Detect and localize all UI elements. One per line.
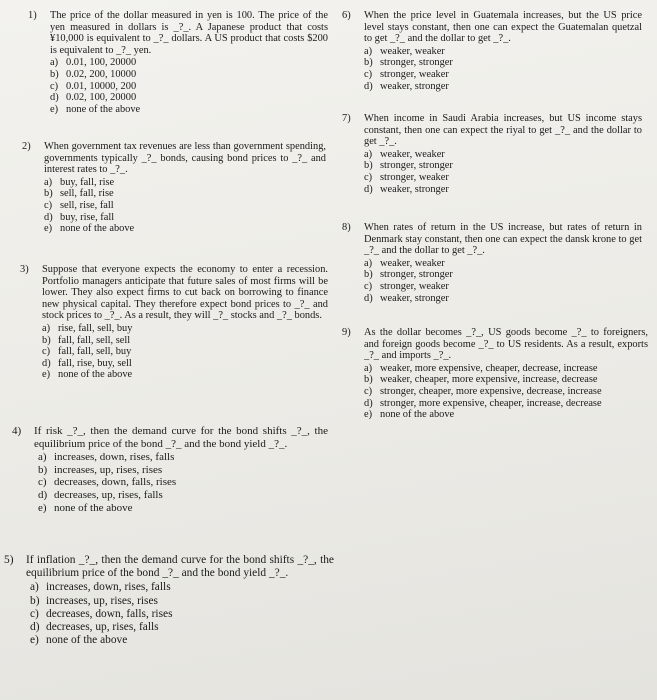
- question-number: 5): [4, 554, 14, 566]
- question-number: 4): [12, 425, 22, 437]
- question-stem: [342, 327, 648, 362]
- answer-option-b: [12, 464, 328, 477]
- option-text: decreases, up, rises, falls: [54, 488, 163, 501]
- option-text: buy, rise, fall: [60, 211, 115, 223]
- answer-options: [22, 177, 326, 235]
- question-number: 7): [342, 113, 351, 124]
- option-letter: a): [38, 451, 47, 464]
- option-letter: c): [364, 385, 373, 397]
- option-letter: c): [42, 346, 51, 358]
- question-8: [342, 222, 642, 304]
- question-1: [28, 10, 328, 115]
- question-7: [342, 113, 642, 195]
- question-4: [12, 425, 328, 514]
- answer-option-b: [342, 269, 642, 281]
- option-text: fall, fall, sell, buy: [58, 346, 132, 358]
- option-text: decreases, down, falls, rises: [46, 607, 173, 620]
- option-letter: d): [42, 357, 51, 369]
- option-letter: c): [38, 476, 47, 489]
- answer-options: [4, 581, 334, 647]
- question-text: The price of the dollar measured in yen is 100. The price of the yen measured in dollars is _?_. A Japanese product that costs ¥10,000 is equivalent to _?_ dollars. A US product that costs $200 is equivalent to _?_ yen.: [50, 10, 328, 56]
- option-text: sell, fall, rise: [60, 188, 114, 200]
- answer-option-d: [4, 621, 334, 634]
- option-letter: e): [38, 501, 47, 514]
- option-text: stronger, weaker: [380, 171, 449, 183]
- option-letter: c): [30, 607, 39, 620]
- option-text: stronger, stronger: [380, 160, 453, 172]
- option-letter: d): [44, 211, 53, 223]
- answer-option-b: [342, 160, 642, 172]
- answer-option-d: [342, 81, 642, 93]
- question-text: When the price level in Guatemala increases, but the US price level stays constant, then one can expect the Guatemalan quetzal to get _?_ and the dollar to get _?_.: [364, 10, 642, 45]
- option-text: weaker, stronger: [380, 183, 449, 195]
- question-text: If risk _?_, then the demand curve for the bond shifts _?_, the equilibrium price of the bond _?_ and the bond yield _?_.: [34, 425, 328, 450]
- option-letter: e): [50, 103, 59, 115]
- option-letter: c): [364, 171, 373, 183]
- answer-option-b: [342, 374, 648, 386]
- option-text: sell, rise, fall: [60, 199, 114, 211]
- option-letter: d): [30, 621, 40, 634]
- option-text: fall, fall, sell, sell: [58, 334, 131, 346]
- option-letter: a): [364, 257, 373, 269]
- option-letter: d): [364, 397, 373, 409]
- answer-option-b: [342, 57, 642, 69]
- option-letter: e): [44, 223, 53, 235]
- option-letter: d): [364, 80, 373, 92]
- question-text: Suppose that everyone expects the economy to enter a recession. Portfolio managers anticipate that future sales of most firms will be lower. They also expect firms to cut back on borrowing to finance new physical capital. They therefore expect bond prices to _?_ and stock prices to _?_. As a result, they will _?_ stocks and _?_ bonds.: [42, 264, 328, 322]
- answer-options: [12, 451, 328, 514]
- option-text: none of the above: [54, 501, 133, 514]
- answer-option-c: [342, 172, 642, 184]
- option-letter: e): [30, 634, 39, 647]
- question-text: When rates of return in the US increase, but rates of return in Denmark stay constant, then one can expect the dansk krone to get _?_ and the dollar to get _?_.: [364, 222, 642, 257]
- option-text: none of the above: [380, 409, 455, 421]
- question-stem: [342, 113, 642, 148]
- question-stem: [20, 264, 328, 322]
- option-text: 0.01, 10000, 200: [66, 80, 137, 92]
- option-text: weaker, cheaper, more expensive, increase, decrease: [380, 374, 598, 386]
- option-letter: a): [42, 322, 51, 334]
- option-letter: e): [42, 369, 51, 381]
- answer-option-e: [12, 502, 328, 515]
- option-letter: e): [364, 409, 373, 421]
- question-5: [4, 554, 334, 647]
- question-number: 3): [20, 264, 29, 275]
- option-letter: b): [364, 374, 373, 386]
- question-number: 9): [342, 327, 351, 338]
- option-text: weaker, more expensive, cheaper, decrease, increase: [380, 362, 598, 374]
- answer-option-a: [28, 57, 328, 69]
- answer-option-d: [342, 184, 642, 196]
- answer-options: [342, 363, 648, 421]
- option-text: stronger, more expensive, cheaper, increase, decrease: [380, 397, 602, 409]
- question-text: If inflation _?_, then the demand curve for the bond shifts _?_, the equilibrium price of the bond _?_ and the bond yield _?_.: [26, 554, 334, 580]
- question-text: When government tax revenues are less than government spending, governments typically _?_ bonds, causing bond prices to _?_ and interest rates to _?_.: [44, 141, 326, 176]
- option-text: weaker, weaker: [380, 257, 445, 269]
- answer-option-b: [22, 188, 326, 200]
- answer-option-a: [342, 258, 642, 270]
- answer-option-c: [12, 476, 328, 489]
- question-number: 8): [342, 222, 351, 233]
- question-stem: [342, 10, 642, 45]
- answer-options: [342, 149, 642, 195]
- answer-option-a: [22, 177, 326, 189]
- option-letter: a): [364, 362, 373, 374]
- option-text: decreases, up, rises, falls: [46, 621, 159, 634]
- option-text: weaker, weaker: [380, 148, 445, 160]
- answer-option-d: [28, 92, 328, 104]
- question-stem: [28, 10, 328, 56]
- option-text: weaker, stronger: [380, 80, 449, 92]
- answer-option-d: [22, 212, 326, 224]
- question-number: 1): [28, 10, 37, 21]
- answer-option-e: [342, 409, 648, 421]
- answer-option-d: [12, 489, 328, 502]
- option-letter: b): [50, 68, 59, 80]
- answer-option-c: [28, 81, 328, 93]
- question-stem: [4, 554, 334, 580]
- answer-option-a: [342, 363, 648, 375]
- answer-options: [20, 323, 328, 381]
- option-text: none of the above: [46, 634, 128, 647]
- answer-option-c: [22, 200, 326, 212]
- option-text: rise, fall, sell, buy: [58, 322, 133, 334]
- answer-option-d: [20, 358, 328, 370]
- question-stem: [342, 222, 642, 257]
- option-letter: b): [364, 57, 373, 69]
- answer-option-a: [342, 149, 642, 161]
- option-text: buy, fall, rise: [60, 176, 115, 188]
- option-text: increases, down, rises, falls: [54, 451, 175, 464]
- question-text: As the dollar becomes _?_, US goods become _?_ to foreigners, and foreign goods become _?_ to US residents. As a result, exports _?_ and imports _?_.: [364, 327, 648, 362]
- answer-option-d: [342, 398, 648, 410]
- question-text: When income in Saudi Arabia increases, but US income stays constant, then one can expect the riyal to get _?_ and the dollar to get _?_.: [364, 113, 642, 148]
- answer-option-e: [28, 104, 328, 116]
- question-9: [342, 327, 648, 421]
- option-letter: a): [364, 45, 373, 57]
- option-letter: b): [364, 160, 373, 172]
- option-text: none of the above: [66, 103, 141, 115]
- option-letter: d): [364, 183, 373, 195]
- answer-option-b: [4, 595, 334, 608]
- answer-option-e: [20, 369, 328, 381]
- option-text: stronger, stronger: [380, 57, 453, 69]
- option-letter: b): [38, 463, 48, 476]
- answer-option-e: [22, 223, 326, 235]
- question-stem: [22, 141, 326, 176]
- option-letter: d): [364, 292, 373, 304]
- option-text: stronger, stronger: [380, 269, 453, 281]
- question-number: 6): [342, 10, 351, 21]
- option-letter: a): [50, 57, 59, 69]
- option-letter: b): [42, 334, 51, 346]
- answer-option-a: [4, 581, 334, 594]
- option-text: fall, rise, buy, sell: [58, 357, 132, 369]
- option-text: increases, up, rises, rises: [46, 594, 158, 607]
- answer-options: [342, 258, 642, 304]
- answer-option-b: [28, 69, 328, 81]
- answer-option-c: [4, 608, 334, 621]
- option-text: 0.01, 100, 20000: [66, 57, 137, 69]
- answer-options: [28, 57, 328, 115]
- option-text: none of the above: [58, 369, 133, 381]
- answer-option-d: [342, 293, 642, 305]
- option-text: increases, up, rises, rises: [54, 463, 163, 476]
- answer-option-a: [12, 451, 328, 464]
- option-letter: a): [364, 148, 373, 160]
- question-3: [20, 264, 328, 381]
- answer-option-c: [20, 346, 328, 358]
- option-letter: b): [44, 188, 53, 200]
- option-text: weaker, weaker: [380, 45, 445, 57]
- option-letter: b): [364, 269, 373, 281]
- option-text: 0.02, 200, 10000: [66, 68, 137, 80]
- answer-option-a: [20, 323, 328, 335]
- option-letter: a): [30, 581, 39, 594]
- option-letter: c): [50, 80, 59, 92]
- option-text: none of the above: [60, 223, 135, 235]
- question-stem: [12, 425, 328, 450]
- answer-option-c: [342, 386, 648, 398]
- option-letter: a): [44, 176, 53, 188]
- option-letter: d): [50, 92, 59, 104]
- option-letter: c): [364, 68, 373, 80]
- option-text: stronger, weaker: [380, 68, 449, 80]
- option-text: stronger, cheaper, more expensive, decrease, increase: [380, 385, 602, 397]
- option-letter: b): [30, 594, 40, 607]
- option-letter: d): [38, 488, 48, 501]
- answer-option-c: [342, 281, 642, 293]
- option-text: stronger, weaker: [380, 280, 449, 292]
- option-text: increases, down, rises, falls: [46, 581, 171, 594]
- option-text: decreases, down, falls, rises: [54, 476, 177, 489]
- option-text: weaker, stronger: [380, 292, 449, 304]
- question-number: 2): [22, 141, 31, 152]
- answer-option-a: [342, 46, 642, 58]
- option-text: 0.02, 100, 20000: [66, 92, 137, 104]
- question-2: [22, 141, 326, 235]
- answer-option-c: [342, 69, 642, 81]
- answer-option-e: [4, 634, 334, 647]
- question-6: [342, 10, 642, 92]
- answer-option-b: [20, 335, 328, 347]
- option-letter: c): [364, 280, 373, 292]
- answer-options: [342, 46, 642, 92]
- option-letter: c): [44, 199, 53, 211]
